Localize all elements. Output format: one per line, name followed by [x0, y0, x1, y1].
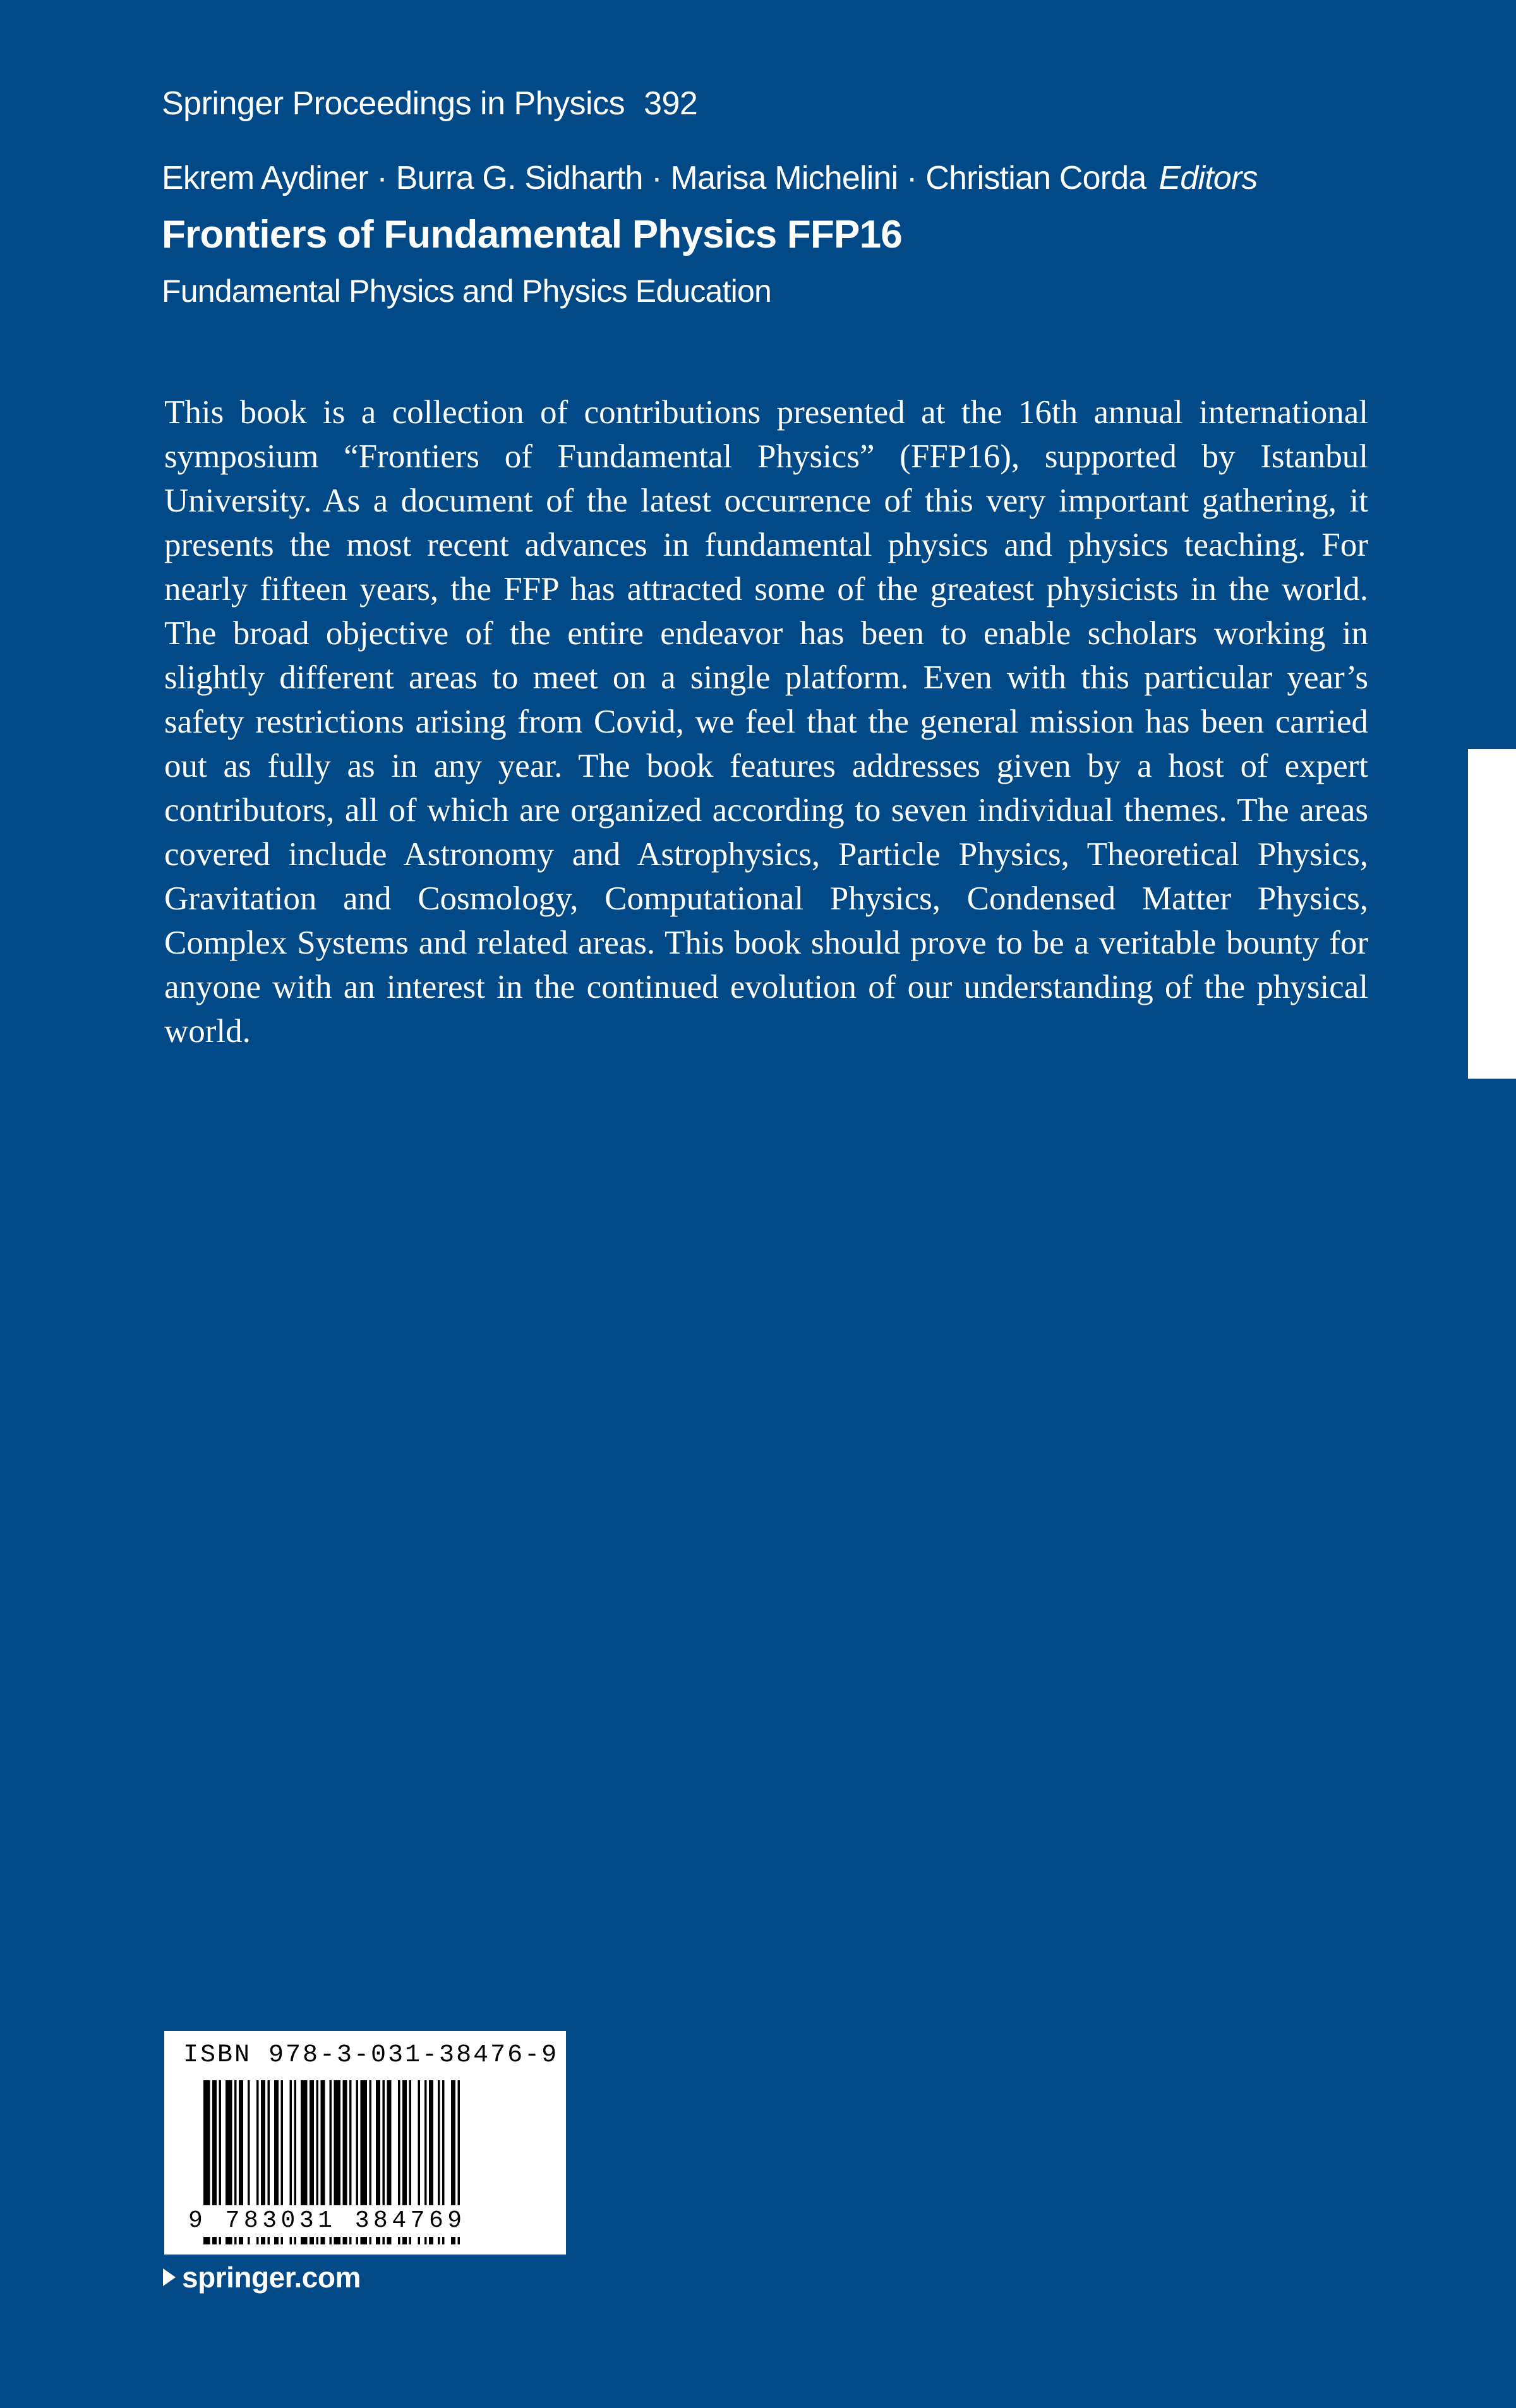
editors-role: Editors [1158, 160, 1258, 196]
editor-names: Ekrem Aydiner · Burra G. Sidharth · Marisa Michelini · Christian Corda [162, 160, 1146, 196]
website-label: springer.com [182, 2261, 361, 2294]
barcode-box [164, 2031, 566, 2255]
series-volume: 392 [644, 85, 698, 122]
arrow-right-icon [163, 2268, 176, 2286]
isbn-label: ISBN 978-3-031-38476-9 [183, 2041, 559, 2070]
series-line [162, 81, 697, 126]
book-subtitle: Fundamental Physics and Physics Education [162, 273, 771, 309]
book-title: Frontiers of Fundamental Physics FFP16 [162, 213, 902, 256]
barcode-digits: 9 783031 384769 [186, 2205, 469, 2237]
editors-line [162, 155, 1258, 201]
series-name: Springer Proceedings in Physics [162, 85, 625, 122]
edge-tab [1468, 749, 1516, 1079]
book-description: This book is a collection of contributions presented at the 16th annual international symposium “Frontiers of Fundamental Physics” (FFP16), supported by Istanbul University. As a document of the latest occurrence of this very important gathering, it presents the most recent advances in fundamental physics and physics teaching. For nearly fifteen years, the FFP has attracted some of the greatest physicists in the world. The broad objective of the entire endeavor has been to enable scholars working in slightly different areas to meet on a single platform. Even with this particular year’s safety restrictions arising from Covid, we feel that the general mission has been carried out as fully as in any year. The book features addresses given by a host of expert contributors, all of which are organized according to seven individual themes. The areas covered include Astronomy and Astrophysics, Particle Physics, Theoretical Physics, Gravitation and Cosmology, Computational Physics, Condensed Matter Physics, Complex Systems and related areas. This book should prove to be a veritable bounty for anyone with an interest in the continued evolution of our understanding of the physical world. [164, 394, 1368, 1050]
website-link[interactable] [163, 2257, 361, 2297]
